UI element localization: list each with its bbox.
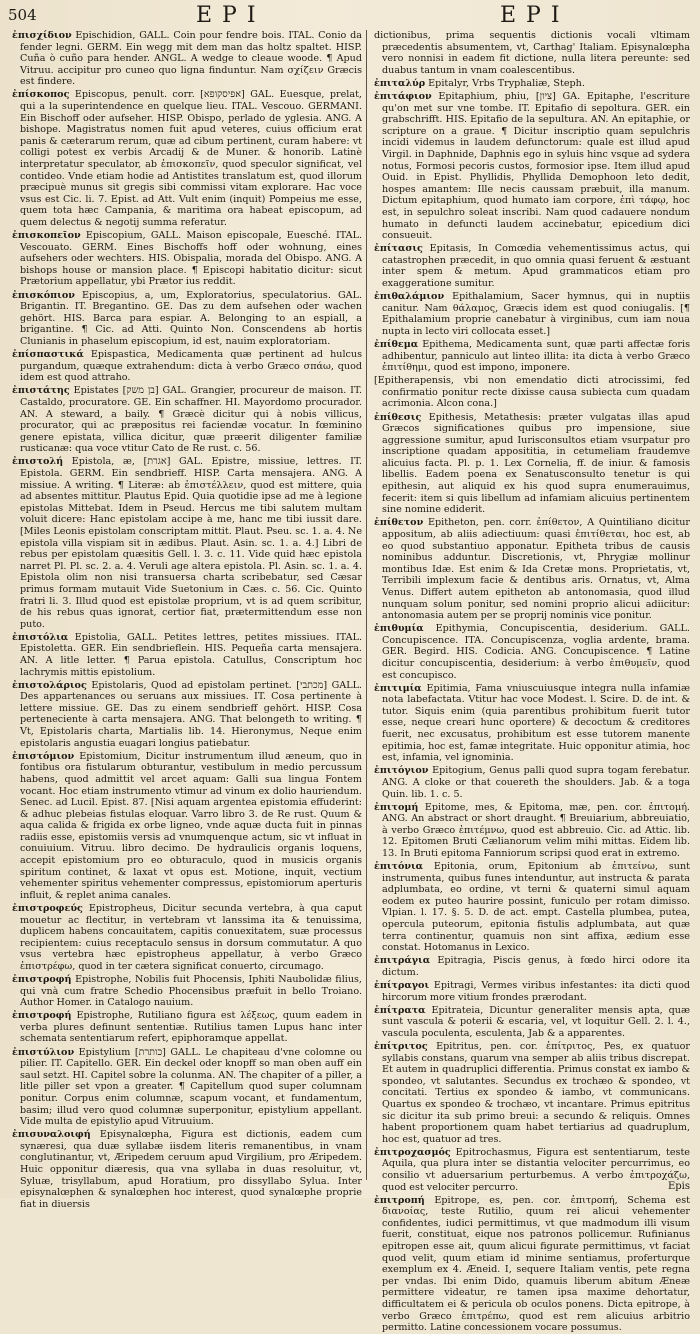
entry-text: Epitritus, pen. cor. ἐπίτριτος, Pes, ex quatuor syllabis constans, quarum vna semper ab aliis tribus discrepat. Et autem in quadruplici differentia. Primus constat ex iambo & spondeo, vt salutantes. Secundus ex trochæo & spondeo, vt concitati. Tertius ex spondeo & iambo, vt communicans. Quartus ex spondeo & trochæo, vt incantare. Primus epitritus sic dicitur ita sub primo breui: a secundo & reliquis. Omnes habent proportionem quam habet tertiarius ad quadruplum, hoc est, quatuor ad tres.: [382, 1040, 690, 1145]
entry-greek-headword: ἐπιστροφή: [12, 1010, 72, 1022]
entry-text: [Epitherapensis, vbi non emendatio dicti atrocissimi, fed confirmatio ponitur recte dixisse causa subiecta cum quadam acrimonia. Alcon cona.]: [374, 375, 690, 410]
entry-greek-headword: ἐπίτρατα: [374, 1004, 426, 1016]
dictionary-entry: [374, 291, 690, 337]
entry-greek-headword: ἐπιτόγιον: [374, 765, 429, 777]
page-number: 504: [8, 6, 37, 24]
dictionary-entry: [12, 456, 362, 630]
entry-text: Epistolaris, Quod ad epistolam pertinet. [מכתבי] GALL. Des appartenances ou seruans aux missiues. IT. Cosa pertinente à lettere missiue. GE. Das zu einem sendbrieff gehört. HISP. Cosa perteneciente à carta mensajera. ANG. That belongeth to writing. ¶ Vt, Epistolaris charta, Martialis lib. 14. Hieronymus, Neque enim epistolaris angustia euagari longius patiebatur.: [20, 679, 362, 749]
dictionary-entry: [12, 89, 362, 228]
dictionary-entry: [12, 751, 362, 902]
entry-greek-headword: ἐπίσκοπος: [12, 89, 70, 101]
entry-greek-headword: ἐπιτομή: [374, 801, 419, 813]
entry-text: Epithema, Medicamenta sunt, quæ parti affectæ foris adhibentur, panniculo aut linteo illita: ita dicta à verbo Græco ἐπιτίθημι, quod est impono, imponere.: [382, 338, 690, 374]
catchword: Epis: [667, 1181, 690, 1192]
entry-greek-headword: ἐπισυναλοιφή: [12, 1129, 91, 1141]
right-column: [374, 30, 691, 1334]
entry-text: Epitragi, Vermes viribus infestantes: ita dicti quod hircorum more vitium frondes prærodant.: [382, 980, 690, 1003]
entry-text: dictionibus, prima sequentis dictionis vocali vltimam præcedentis absumentem, vt, Carthag' Italiam. Episynalœpha vero nonnisi in eadem fit dictione, nulla litera pereunte: sed duabus tantum in vnam coalescentibus.: [374, 30, 690, 76]
dictionary-entry: [374, 78, 690, 90]
entry-text: Epithalamium, Sacer hymnus, qui in nuptiis canitur. Nam θάλαμος, Græcis idem est quod coniugalis. [¶ Epithalamium proprie canebatur à virginibus, cum iam noua nupta in lecto viri collocata esset.]: [382, 291, 691, 337]
entry-greek-headword: ἐπιστύλιον: [12, 1046, 75, 1058]
entry-text: Epitrochasmus, Figura est sententiarum, teste Aquila, qua plura inter se distantia velociter percurrimus, eo consilio vt aduersarium perturbemus. A verbo ἐπιτροχάζω, quod est velociter percurro.: [382, 1146, 690, 1193]
entry-greek-headword: ἐπιστάτης: [12, 385, 70, 397]
dictionary-entry: [12, 230, 362, 288]
entry-greek-headword: ἐπιθαλάμιον: [374, 291, 445, 303]
entry-text: Episynalœpha, Figura est dictionis, eadem cum synæresi, qua duæ syllabæ iisdem literis remanentibus, in vnam conglutinantur, vt, Æripedem ceruum apud Virgilium, pro Æripedem. Huic opponitur diæresis, qua vna syllaba in duas resoluitur, vt, Syluæ, trisyllabum, apud Horatium, pro dissyllabo Sylua. Inter episynalœphen & synalœphen hoc interest, quod synalœphe proprie fiat in diuersis: [20, 1129, 362, 1210]
entry-greek-headword: ἐπιστόμιον: [12, 750, 75, 762]
dictionary-entry: [374, 802, 690, 860]
entry-greek-headword: ἐπίτασις: [374, 243, 423, 255]
dictionary-entry: [374, 91, 690, 242]
entry-text: Epitaphium, phiu, [ציון] GA. Epitaphe, l'escriture qu'on met sur vne tombe. IT. Epitafio di sepoltura. GER. ein grabschrifft. HIS. Epitafio de la sepultura. AN. An epitaphie, or scripture on a graue. ¶ Dicitur inscriptio quam sepulchris incidi videmus in laudem defunctorum: quale est illud apud Virgil. in Daphnide, Daphnis ego in syluis hinc vsque ad sydera notus, Formosi pecoris custos, formosior ipse. Item illud apud Ouid. in Epist. Phyllidis, Phyllida Demophoon leto dedit, hospes amantem: Ille necis caussam præbuit, illa manum. Dictum epitaphium, quod humato iam corpore, ἐπὶ τάφῳ, hoc est, in sepulchro soleat inscribi. Nam quod cadauere nondum humato in defuncti laudem accinebatur, epicedium dici consueuit.: [382, 90, 690, 242]
entry-greek-headword: ἐπιθυμία: [374, 623, 424, 635]
entry-text: Epithesis, Metathesis: præter vulgatas illas apud Græcos significationes quibus pro impensione, siue aggressione sumitur, apud Iurisconsultos etiam vsurpatur pro inscriptione quadam apposititia, in cetumeliam fraudemve alicuius facta. Pl. p. 1. Lex Cornelia, ff. de iniur. & famosis libellis. Eadem poena ex Senatusconsulto tenetur is qui epithesin, aut aliquid ex his quod supra enumerauimus, fecerit: item si quis libellum ad infamiam alicuius pertinentem sine nomine ediderit.: [382, 411, 690, 516]
entry-greek-headword: ἐπίτριτος: [374, 1040, 428, 1052]
dictionary-entry: [374, 30, 690, 76]
left-column: [12, 30, 362, 1210]
entry-greek-headword: ἐπίθεσις: [374, 411, 422, 423]
entry-text: Epistola, æ, [אגרת] GAL. Epistre, missiue, lettres. IT. Epistola. GERM. Ein sendbrieff. HISP. Carta mensajera. ANG. A missiue. A writing. ¶ Literæ: ab ἐπιστέλλειν, quod est mittere, quia ad absentes mittitur. Plautus Epid. Quia quotidie ipse ad me à legione epistolas Mittebat. Idem in Pseud. Hercus me tibi salutem multam voluit dicere: Hanc epistolam accipe à me, hanc me tibi iussit dare. [Miles Leonis epistolam conscriptam mittit. Plaut. Pseu. sc. 1. a. 4. Ne epistola villa vispiam sit in ædibus. Plaut. Asin. sc. 1. a. 4.] Libri de rebus per epistolam quæsitis Gell. l. 3. c. 11. Vide quid hæc epistola narret Pl. Pl. sc. 2. a. 4. Veruli age altera epistola. Pl. Asin. sc. 1. a. 4. Epistola olim non nisi transuersa charta scribebatur, sed Cæsar primus formam mutauit Vide Suetonium in Cæs. c. 56. Cic. Quinto fratri li. 3. Illud quod est epistolæ proprium, vt is ad quem scribitur, de his rebus quas ignorat, certior fiat, prætermittendum esse non puto.: [20, 456, 362, 630]
dictionary-entry: [374, 623, 690, 681]
entry-greek-headword: ἐπιτράγια: [374, 955, 431, 967]
entry-text: Epitonia, orum, Epitonium ab ἐπιτείνω, sunt instrumenta, quibus funes intenduntur, aut instructa & parata adplumbata, eo ordine, vt terni & quaterni simul aquam eodem ex puteo haurire possint, funiculo per rotam dimisso. Vlpian. l. 17. §. 5. D. de act. empt. Castella plumbea, putea, opercula puteorum, epitonia fistulis adplumbata, aut quæ terra continentur, quamuis non sint affixa, ædium esse constat. Hotomanus in Lexico.: [382, 861, 690, 954]
dictionary-entry: [374, 1147, 690, 1193]
dictionary-entry: [374, 1195, 690, 1334]
entry-greek-headword: ἐπιστροφή: [12, 974, 72, 985]
entry-greek-headword: ἐπιτάφιον: [374, 90, 432, 102]
dictionary-entry: [12, 385, 362, 455]
entry-greek-headword: ἐπισχίδιον: [12, 30, 72, 41]
entry-text: Episcopium, GALL. Maison episcopale, Euesché. ITAL. Vescouato. GERM. Eines Bischoffs hoff oder wohnung, eines aufsehers oder wechters. HIS. Obispalia, morada del Obispo. ANG. A bishops house or mansion place. ¶ Episcopi habitatio dicitur: sicut Prætorium appellatur, ybi Prætor ius reddit.: [20, 230, 362, 288]
entry-greek-headword: ἐπιστόλια: [12, 631, 69, 643]
entry-text: Epitimia, Fama vniuscuiusque integra nulla infamiæ nota labefactata. Vtitur hac voce Modest. l. Scire. D. de int. & tutor. Siquis enim (quia parentibus prohibitum fuerit tutor esse, neque creari hunc oportere) & decoctum & creditores fuerit, nec excusatus, prohibitum est esse tutorem manente epitimia, hoc est, famæ integritate. Huic opponitur atimia, hoc est, infamia, vel ignominia.: [382, 682, 690, 764]
dictionary-entry: [374, 412, 690, 516]
entry-text: Epispastica, Medicamenta quæ pertinent ad hulcus purgandum, quæque extrahendum: dicta à verbo Græco σπάω, quod idem est quod attraho.: [20, 349, 362, 384]
entry-text: Epitome, mes, & Epitoma, mæ, pen. cor. ἐπιτομή. ANG. An abstract or short draught. ¶ Breuiarium, abbreuiatio, à verbo Græco ἐπιτέμνω, quod est abbreuio. Cic. ad Attic. lib. 12. Epitomen Bruti Cælianorum velim mihi mittas. Eidem lib. 13. In Bruti epitoma Fanniorum scripsi quod erat in extremo.: [382, 801, 690, 859]
entry-text: Epischidion, GALL. Coin pour fendre bois. ITAL. Conio da fender legni. GERM. Ein wegg mit dem man das holtz spaltet. HISP. Cuña ò cuño para hender. ANGL. A wedge to cleaue woode. ¶ Apud Vitruu. accipitur pro cuneo quo ligna finduntur. Nam σχίζειν Græcis est findere.: [20, 30, 362, 88]
entry-greek-headword: ἐπιταλύρ: [374, 77, 426, 89]
dictionary-entry: [374, 1041, 690, 1145]
dictionary-entry: [374, 517, 690, 621]
entry-greek-headword: ἐπίθεμα: [374, 338, 419, 350]
entry-greek-headword: ἐπίσπαστικά: [12, 349, 84, 361]
page-header: [0, 0, 700, 30]
entry-text: Epistropheus, Dicitur secunda vertebra, à qua caput mouetur ac flectitur, in vertebram vt lanssima ita & tenuissima, duplicem habens concauitatem, capitis conuexitatem, suæ processus recipientem: cuius receptaculo sensus in dorsum commutatur. A quo vsus vertebra hæc epistropheus appellatur, à verbo Græco ἐπιστρέφω, quod in ter cætera significat conuerto, circumago.: [20, 902, 362, 972]
entry-text: Epitogium, Genus palli quod supra togam ferebatur. ANG. A cloke or that couereth the shoulders. Jab. & a toga Quin. lib. 1. c. 5.: [382, 765, 690, 800]
entry-text: Epistrophe, Nobilis fuit Phocensis, Iphiti Naubolidæ filius, qui vnà cum fratre Schedio Phocensibus præfuit in bello Troiano. Author Homer. in Catalogo nauium.: [20, 974, 362, 1009]
entry-greek-headword: ἐπισκόπιον: [12, 289, 75, 301]
entry-text: Epitragia, Piscis genus, à fœdo hirci odore ita dictum.: [382, 955, 690, 978]
entry-text: Epitrateia, Dicuntur generaliter mensis apta, quæ sunt vascula & poterii & escaria, vel, vt loquitur Gell. 2. l. 4., vascula poculenta, esculenta, Jab & a apparentes.: [382, 1004, 690, 1039]
entry-greek-headword: ἐπιστροφεύς: [12, 902, 83, 914]
dictionary-entry: [374, 955, 690, 978]
dictionary-entry: [374, 683, 690, 764]
dictionary-entry: [12, 632, 362, 678]
entry-greek-headword: ἐπίθετον: [374, 517, 424, 529]
dictionary-entry: [374, 1005, 690, 1040]
entry-text: Episcopus, penult. corr. [אפיסקופא] GAL. Euesque, prelat, qui a la superintendence en quelque lieu. ITAL. Vescouo. GERMANI. Ein Bischoff oder aufseher. HISP. Obispo, perlado de yglesia. ANG. A bishope. Magistratus nomen fuit apud veteres, cuius officium erat panis & cæterarum rerum, quæ ad cibum pertinent, curam habere: vt colligi potest ex verbis Arcadij & de Muner. & honorib. Latinè interpretatur speculator, ab ἐπισκοπεῖν, quod speculor significat, vel contideo. Vnde etiam hodie ad Antistites translatum est, quod illorum præcipuè munus sit gregis sibi commissi vitam explorare. Hac voce vsus est Cic. li. 7. Epist. ad Att. Vult enim (inquit) Pompeius me esse, quem tota hæc Campania, & maritima ora habeat episcopum, ad quem delectus & negotij summa referatur.: [20, 89, 362, 228]
column-divider: [366, 30, 367, 1180]
entry-text: Epitheton, pen. corr. ἐπίθετον, A Quintiliano dicitur appositum, ab aliis adiectiuum: quasi ἐπιτίθεται, hoc est, ab eo quod substantiuo apponatur. Epitheta tribus de causis nominibus adduntur. Discretionis, vt, Phrygiæ mollinur montibus Idæ. Est enim & Ida Cretæ mons. Proprietatis, vt, Terribili implexum facie & dentibus aris. Ornatus, vt, Alma Venus. Differt autem epitheton ab antonomasia, quod illud nunquam solum ponitur, sed nomini proprio alicui adiicitur: antonomasia autem per se proprij nominis vice ponitur.: [382, 517, 690, 622]
entry-greek-headword: ἐπισκοπεῖον: [12, 230, 81, 242]
entry-text: Epistolia, GALL. Petites lettres, petites missiues. ITAL. Epistoletta. GER. Ein sendbrieflein. HIS. Pequeña carta mensajera. AN. A litle letter. ¶ Parua epistola. Catullus, Conscriptum hoc lachrymis mittis epistolium.: [20, 631, 362, 678]
dictionary-entry: [374, 375, 690, 410]
entry-text: Epistylium [כותרת] GALL. Le chapiteau d'vne colomne ou pilier. IT. Capitello. GER. Ein deckel oder knopff so man oben auff ein saul setzt. HI. Capitel sobre la colunma. AN. The chapiter of a piller, a litle piller set vpon a greater. ¶ Capitellum quod super columnam ponitur. Corpus enim columnæ, scapum vocant, et fundamentum, basim; illud vero quod columnæ superponitur, epistylium appellant. Vide multa de epistylio apud Vitruuium.: [20, 1046, 362, 1128]
entry-text: Epitalyr, Vrbs Tryphaliæ, Steph.: [428, 77, 585, 89]
entry-text: Epistomium, Dicitur instrumentum illud æneum, quo in fontibus ora fistularum obturantur, vestibulum in medio percussum habens, quod admittit vel arcet aquam: Galli sua lingua Fontem vocant. Hoc etiam instrumento vtimur ad vinum ex dolio hauriendum. Senec. ad Lucil. Epist. 87. [Nisi aquam argentea epistomia effuderint: & adhuc plebeias fistulas eloquar. Varro libro 3. de Re rust. Quum & aqua calida & frigida ex orbe ligneo, vnde aquæ ducta fuit in pinnas radiis esse, epistomiis versis ad vnumquenque actum, sic vt influat in conuiuium. Vitruu. libro decimo. De hydraulicis organis loquens, accepit epistomium pro eo obturaculo, quod in musicis organis spiritum continet, & laxat vt opus est. Motione, inquit, vectium vehementer spiritus vehementer compressus, epistomiorum aperturis influit, & replet anima canales.: [20, 750, 362, 901]
entry-text: Epitasis, In Comœdia vehementissimus actus, qui catastrophen præcedit, in quo omnia quasi feruent & æstuant inter spem & metum. Apud grammaticos etiam pro exaggeratione sumitur.: [382, 243, 690, 289]
running-head-right: EPI: [500, 3, 570, 28]
dictionary-entry: [374, 243, 690, 289]
dictionary-entry: [374, 339, 690, 374]
dictionary-entry: [12, 1010, 362, 1045]
dictionary-entry: [374, 980, 690, 1003]
dictionary-entry: [12, 349, 362, 384]
dictionary-entry: [12, 290, 362, 348]
dictionary-entry: [374, 861, 690, 954]
dictionary-entry: [12, 903, 362, 973]
entry-text: Epitrope, es, pen. cor. ἐπιτροπή, Schema est διανοίας, teste Rutilio, quum rei alicui vehementer confidentes, iudici permittimus, vt que madmodum illi visum fuerit, constituat, eique nos patronos pollicemur. Rufinianus epitropen esse ait, quum alicui figurate permittimus, vt faciat quod velit, quum etiam id minime sentiamus, proferturque exemplum ex 4. Æneid. I, sequere Italiam ventis, pete regna per vndas. Ibi enim Dido, quamuis liberum abitum Æneæ permittere videatur, re tamen ipsa maxime dehortatur, difficultatem ei & pericula ob oculos ponens. Dicta epitrope, à verbo Græco ἐπιτρέπω, quod est rem alicuius arbitrio permitto. Latine concessionem vocare possumus.: [382, 1194, 690, 1334]
entry-greek-headword: ἐπιτιμία: [374, 682, 422, 694]
dictionary-entry: [12, 30, 362, 88]
dictionary-entry: [12, 1047, 362, 1128]
entry-greek-headword: ἐπιτροχασμός: [374, 1146, 451, 1158]
entry-greek-headword: ἐπιστολάριος: [12, 679, 87, 691]
dictionary-entry: [12, 1129, 362, 1210]
dictionary-entry: [12, 974, 362, 1009]
entry-greek-headword: ἐπίτραγοι: [374, 980, 430, 991]
entry-text: Epithymia, Concupiscentia, desiderium. GALL. Concupiscence. ITA. Concupiscenza, voglia ardente, brama. GER. Begird. HIS. Codicia. ANG. Concupiscence. ¶ Latine dicitur concupiscentia, desiderium: à verbo ἐπιθυμεῖν, quod est concupisco.: [382, 623, 690, 681]
running-head-left: EPI: [196, 3, 266, 28]
entry-greek-headword: ἐπιτόνια: [374, 861, 424, 873]
dictionary-entry: [12, 680, 362, 750]
entry-greek-headword: ἐπιστολή: [12, 456, 64, 468]
entry-greek-headword: ἐπιτροπή: [374, 1194, 425, 1206]
entry-text: Epistrophe, Rutiliano figura est λέξεως, quum eadem in verba plures definunt sententiæ. Rutilius tamen Lupus hanc inter schemata sententiarum refert, epiphoramque appellat.: [20, 1010, 362, 1045]
entry-text: Episcopius, a, um, Exploratorius, speculatorius. GAL. Brigantin. IT. Bregantino. GE. Das zu dem aufsehen oder wachen gehört. HIS. Barca para espiar. A. Belonging to an espiall, a brigantine. ¶ Cic. ad Atti. Quinto Non. Conscendens ab hortis Clunianis in phaselum episcopium, id est, nauim exploratoriam.: [20, 289, 362, 347]
dictionary-entry: [374, 765, 690, 800]
entry-text: Epistates [בן משק] GAL. Grangier, procureur de maison. IT. Castaldo, procuratore. GE. Ein schaffner. HI. Mayordomo procurador. AN. A steward, a baily. ¶ Græcè dicitur qui à nobis villicus, procurator, qui ac præpositus rei faciendæ vocatur. In fœminino genere epistata, villica dicitur, quæ præerit diligenter familiæ rusticanæ: qua voce vtitur Cato de Re rust. c. 56.: [20, 385, 362, 455]
